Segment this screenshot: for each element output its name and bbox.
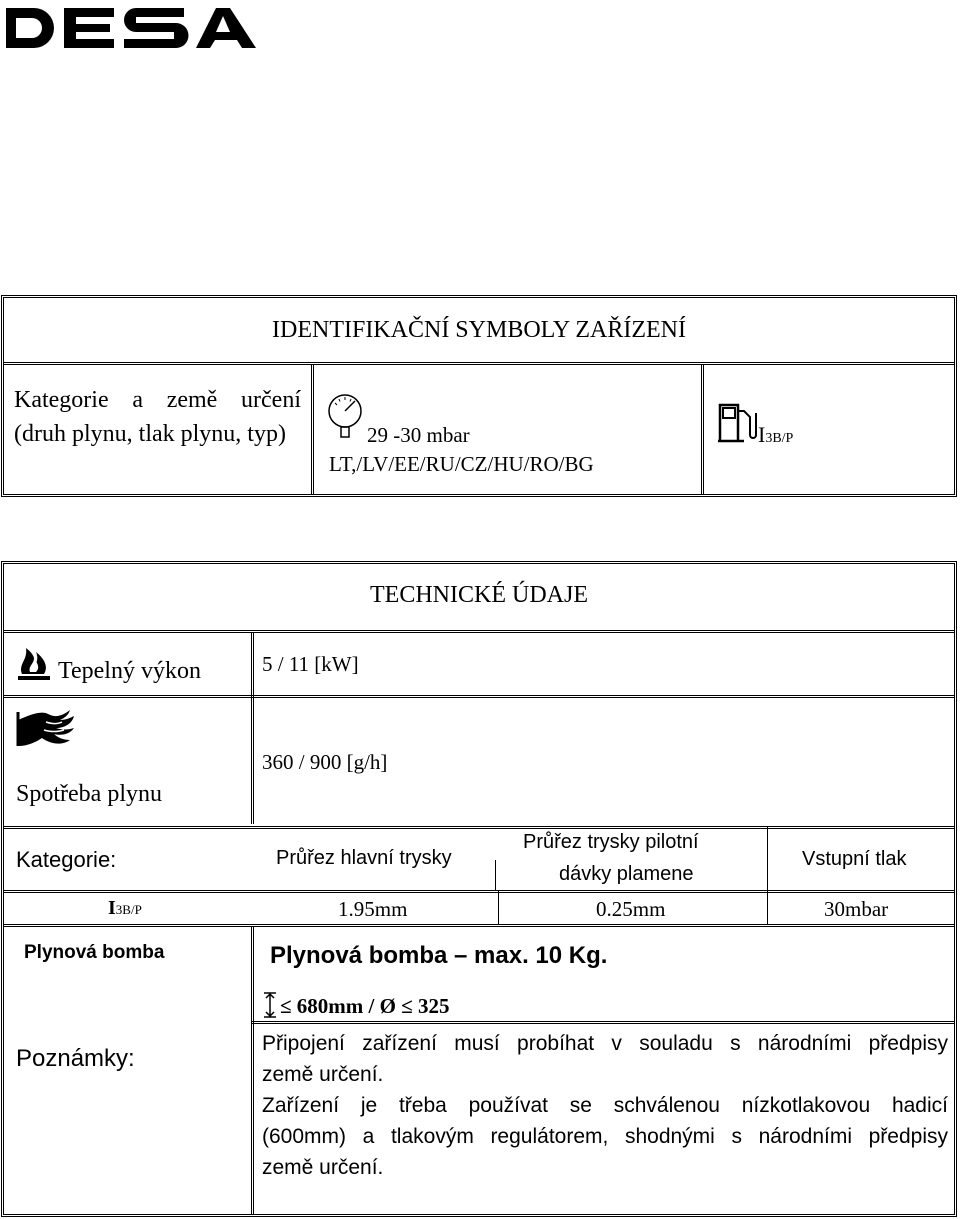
consumption-label: Spotřeba plynu bbox=[16, 781, 162, 807]
technical-data-table bbox=[1, 561, 957, 1217]
inlet-pressure-header: Vstupní tlak bbox=[802, 848, 907, 870]
pressure-cell bbox=[317, 365, 704, 494]
identification-title: IDENTIFIKAČNÍ SYMBOLY ZAŘÍZENÍ bbox=[4, 298, 954, 365]
category-value: I3B/P bbox=[108, 897, 142, 919]
main-nozzle-value: 1.95mm bbox=[338, 897, 408, 921]
pilot-nozzle-header-line2: dávky plamene bbox=[559, 863, 694, 885]
note-line: Připojení zařízení musí probíhat v souladu s národními předpisy bbox=[262, 1032, 948, 1055]
inlet-pressure-value: 30mbar bbox=[824, 897, 889, 921]
technical-title: TECHNICKÉ ÚDAJE bbox=[370, 582, 588, 608]
desa-logo bbox=[6, 2, 256, 48]
main-nozzle-header: Průřez hlavní trysky bbox=[276, 847, 452, 869]
type-cell bbox=[704, 365, 954, 494]
identification-table bbox=[1, 295, 957, 497]
consumption-value: 360 / 900 [g/h] bbox=[262, 750, 388, 774]
power-label: Tepelný výkon bbox=[58, 658, 201, 684]
note-line: země určení. bbox=[262, 1156, 384, 1179]
note-line: (600mm) a tlakovým regulátorem, shodnými s národními předpisy bbox=[262, 1125, 948, 1148]
cylinder-dimensions: ≤ 680mm / Ø ≤ 325 bbox=[280, 994, 450, 1018]
notes-text bbox=[262, 1028, 948, 1183]
height-arrow-icon bbox=[262, 992, 278, 1018]
power-value: 5 / 11 [kW] bbox=[262, 652, 359, 676]
pressure-value: 29 -30 mbar bbox=[367, 423, 470, 447]
category-label: Kategorie a země určení (druh plynu, tlak plynu, typ) bbox=[4, 365, 314, 494]
pilot-nozzle-value: 0.25mm bbox=[596, 897, 666, 921]
pilot-nozzle-header-line1: Průřez trysky pilotní bbox=[523, 831, 699, 853]
pressure-gauge-icon bbox=[325, 393, 365, 441]
fuel-pump-icon bbox=[716, 401, 758, 443]
notes-label: Poznámky: bbox=[16, 1045, 135, 1072]
category-header: Kategorie: bbox=[16, 847, 117, 872]
country-codes: LT,/LV/EE/RU/CZ/HU/RO/BG bbox=[329, 452, 594, 476]
type-code: I3B/P bbox=[758, 422, 794, 447]
note-line: země určení. bbox=[262, 1063, 384, 1086]
gas-flow-icon bbox=[16, 708, 78, 754]
note-line: Zařízení je třeba používat se schválenou nízkotlakovou hadicí bbox=[262, 1094, 948, 1117]
cylinder-max-weight: Plynová bomba – max. 10 Kg. bbox=[270, 942, 608, 969]
flame-icon bbox=[14, 640, 54, 684]
cylinder-label: Plynová bomba bbox=[24, 942, 165, 963]
